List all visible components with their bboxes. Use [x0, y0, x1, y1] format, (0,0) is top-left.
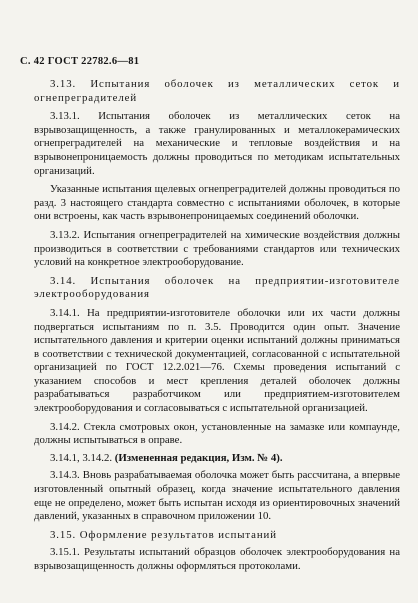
paragraph-3-15-1: 3.15.1. Результаты испытаний образцов оболочек электрооборудования на взрывозащищенность должны оформляться протоколами. — [34, 546, 400, 572]
paragraph-3-14-3: 3.14.3. Вновь разрабатываемая оболочка может быть рассчитана, а впервые изготовленный опытный образец, когда значение испытательного давления еще не определено, может быть испытан исходя из ориентировочных значений давлений, указанных в справочном приложении 10. — [34, 469, 400, 523]
amendment-prefix: 3.14.1, 3.14.2. — [50, 451, 113, 464]
paragraph-slot-arresters: Указанные испытания щелевых огнепреградителей должны проводиться по разд. 3 настоящего стандарта совместно с испытаниями оболочек, в которые они встроены, как часть взрывонепроницаемых соединений оболочки. — [34, 183, 400, 223]
paragraph-3-13-2: 3.13.2. Испытания огнепреградителей на химические воздействия должны производиться в соответствии с требованиями стандартов или технических условий на конкретное электрооборудование. — [34, 228, 400, 269]
section-heading-3-14: 3.14. Испытания оболочек на предприятии-изготовителе электрооборудования — [34, 274, 400, 301]
amendment-note — [34, 452, 400, 466]
paragraph-3-14-2: 3.14.2. Стекла смотровых окон, установленные на замазке или компаунде, должны испытываться в оправе. — [34, 420, 400, 447]
page-header: С. 42 ГОСТ 22782.6—81 — [20, 56, 140, 67]
amendment-bold: (Измененная редакция, Изм. № 4). — [114, 451, 283, 464]
document-body — [34, 78, 400, 574]
paragraph-3-13-1: 3.13.1. Испытания оболочек из металлических сеток на взрывозащищенность, а также гранулированных и металлокерамических огнепреградителей на механические и тепловые воздействия и на взрывонепроницаемость должны проводиться по методикам испытательных организаций. — [34, 110, 400, 177]
paragraph-3-14-1: 3.14.1. На предприятии-изготовителе оболочки или их части должны подвергаться испытаниям по п. 3.5. Проводится один опыт. Значение испытательного давления и критерии оценки испытаний должны приниматься в соответствии с технической документацией, согласованной с испытательной организацией по ГОСТ 12.2.021—76. Схемы проведения испытаний с указанием способов и мест крепления деталей оболочек должны разрабатываться разработчиком или предприятием-изготовителем электрооборудования и согласовываться с испытательной организацией. — [34, 306, 400, 415]
section-heading-3-15: 3.15. Оформление результатов испытаний — [50, 528, 277, 541]
section-heading-3-13: 3.13. Испытания оболочек из металлических сеток и огнепреградителей — [34, 78, 400, 104]
